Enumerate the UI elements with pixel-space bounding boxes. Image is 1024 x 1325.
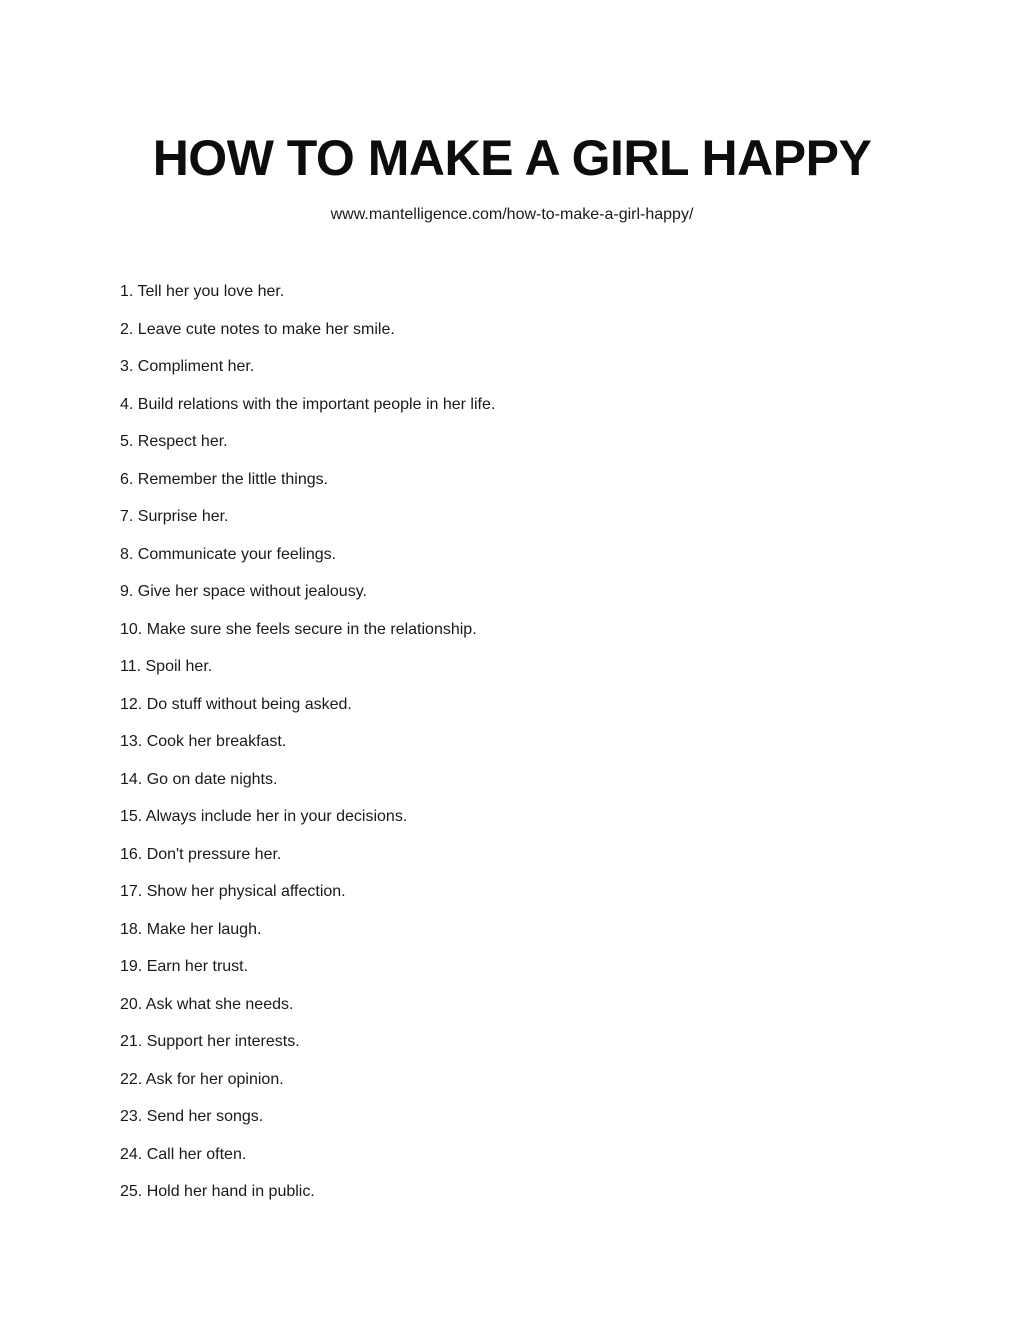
list-item: 23. Send her songs. (120, 1108, 264, 1125)
list-item: 18. Make her laugh. (120, 920, 262, 938)
list-item: 16. Don't pressure her. (120, 845, 282, 863)
list-item: 14. Go on date nights. (120, 770, 278, 788)
list-item: 8. Communicate your feelings. (120, 545, 337, 563)
list-item: 21. Support her interests. (120, 1033, 300, 1050)
list-item: 1. Tell her you love her. (120, 283, 285, 300)
list-item: 22. Ask for her opinion. (120, 1070, 284, 1088)
list-item: 4. Build relations with the important people in her life. (120, 395, 496, 413)
tips-list (120, 282, 495, 1220)
list-item: 25. Hold her hand in public. (120, 1183, 315, 1200)
list-item: 10. Make sure she feels secure in the relationship. (120, 620, 477, 638)
list-item: 19. Earn her trust. (120, 958, 249, 975)
list-item: 9. Give her space without jealousy. (120, 583, 367, 600)
list-item: 2. Leave cute notes to make her smile. (120, 320, 395, 338)
page-title: HOW TO MAKE A GIRL HAPPY (152, 130, 872, 186)
list-item: 24. Call her often. (120, 1145, 247, 1163)
source-url: www.mantelligence.com/how-to-make-a-girl-happy/ (330, 206, 694, 223)
list-item: 3. Compliment her. (120, 358, 255, 375)
list-item: 7. Surprise her. (120, 508, 229, 525)
list-item: 17. Show her physical affection. (120, 883, 346, 900)
list-item: 5. Respect her. (120, 433, 228, 450)
list-item: 13. Cook her breakfast. (120, 733, 287, 750)
list-item: 15. Always include her in your decisions. (120, 808, 408, 825)
list-item: 12. Do stuff without being asked. (120, 695, 352, 713)
list-item: 6. Remember the little things. (120, 470, 329, 488)
list-item: 20. Ask what she needs. (120, 995, 294, 1013)
list-item: 11. Spoil her. (120, 658, 213, 675)
